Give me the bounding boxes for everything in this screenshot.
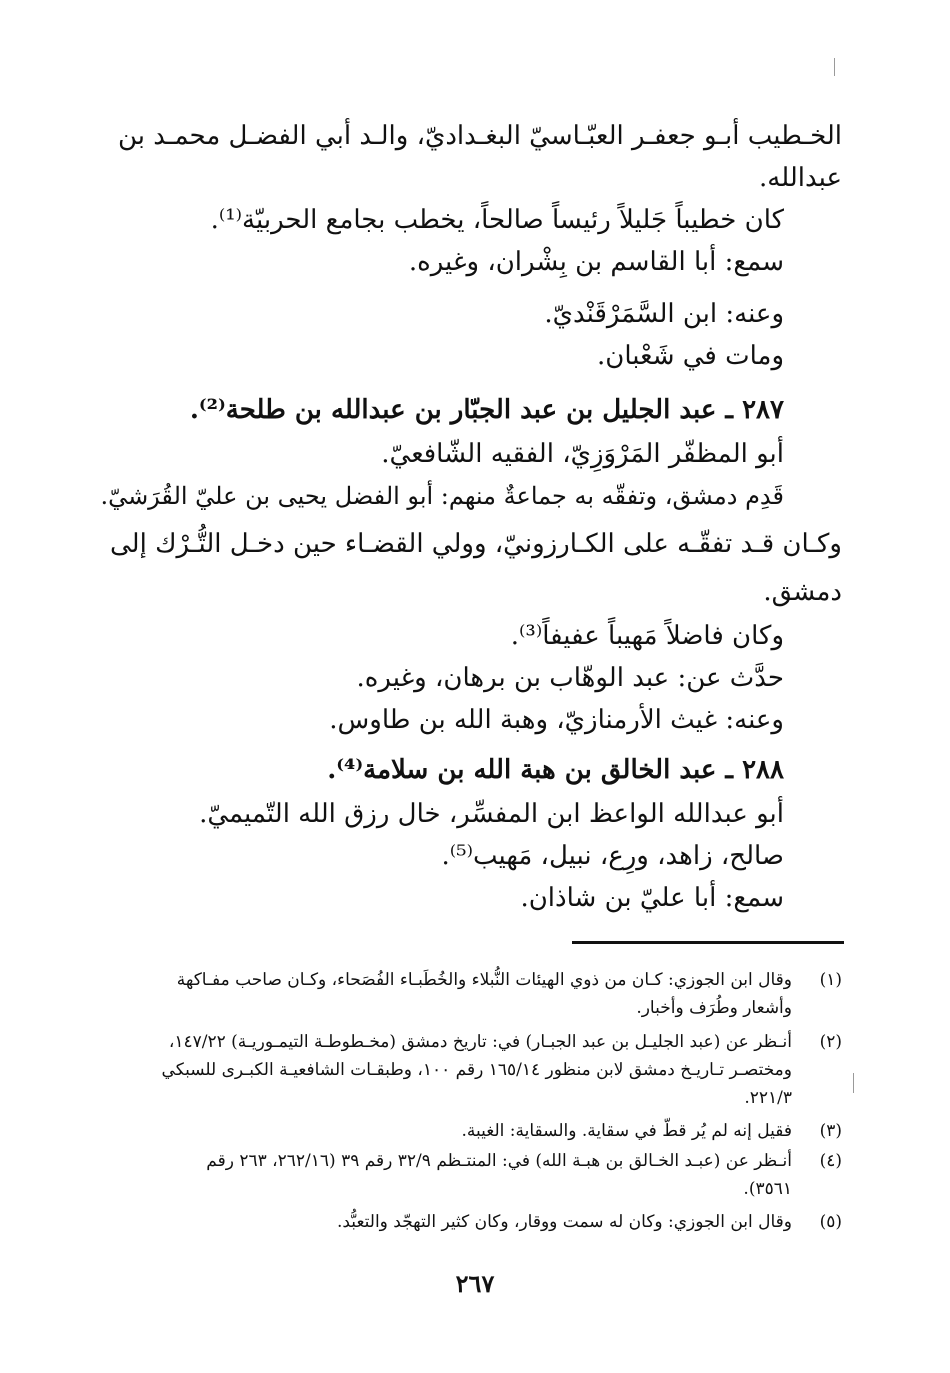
text-line: وعنه: ابن السَّمَرْقَنْديّ.: [544, 299, 784, 329]
text-line: صالح، زاهد، ورِع، نبيل، مَهيب⁽⁵⁾.: [441, 841, 784, 871]
text-line: سمع: أبا القاسم بن بِشْران، وغيره.: [408, 247, 784, 277]
footnote-number: (٢): [819, 1032, 842, 1052]
footnote-line: أنـظر عن (عبـد الخـالق بن هبـة الله) في: المنتـظم ٣٢/٩ رقم ٣٩ (٢٦٢/١٦، ٢٦٣ رقم: [206, 1151, 792, 1171]
text-line: وعنه: غيث الأرمنازيّ، وهبة الله بن طاوس.: [329, 705, 784, 735]
text-line: وكـان قـد تفقّـه على الكـارزونيّ، وولي القضـاء حين دخـل التُّـرْك إلى: [110, 529, 842, 559]
page-number: ٢٦٧: [455, 1269, 495, 1298]
text-line: عبدالله.: [759, 163, 842, 193]
footnote-line: ٢٢١/٣.: [744, 1088, 792, 1108]
entry-heading: ٢٨٨ ـ عبد الخالق بن هبة الله بن سلامة⁽⁴⁾.: [327, 755, 784, 785]
text-line: الخـطيب أبـو جعفـر العبّـاسيّ البغـداديّ، والـد أبي الفضـل محمـد بن: [117, 121, 842, 151]
text-line: ومات في شَعْبان.: [597, 341, 784, 371]
footnote-number: (٥): [819, 1212, 842, 1232]
footnote-line: وأشعار وطُرَف وأخبار.: [636, 998, 792, 1018]
footnote-line: وقال ابن الجوزي: كـان من ذوي الهيئات النُّبلاء والخُطَبـاء الفُصَحاء، وكـان صاحب مفـاكهة: [176, 970, 792, 990]
footnote-separator: [572, 941, 844, 944]
footnote-line: وقال ابن الجوزي: وكان له سمت ووقار، وكان كثير التهجّد والتعبُّد.: [336, 1212, 792, 1232]
text-line: قَدِم دمشق، وتفقّه به جماعةٌ منهم: أبو الفضل يحيى بن عليّ القُرَشيّ.: [100, 482, 784, 510]
footnote-number: (٣): [819, 1121, 842, 1141]
text-line: أبو عبدالله الواعظ ابن المفسِّر، خال رزق الله التّميميّ.: [199, 799, 784, 829]
footnote-line: ٣٥٦١).: [743, 1179, 792, 1199]
text-line: وكان فاضلاً مَهيباً عفيفاً⁽³⁾.: [510, 621, 784, 651]
footnote-line: فقيل إنه لم يُر قطّ في سقاية. والسقاية: الغيبة.: [461, 1121, 792, 1141]
footnote-line: ومختصـر تـاريـخ دمشق لابن منظور ١٦٥/١٤ رقم ١٠٠، وطبقـات الشافعيـة الكبـرى للسبكي: [161, 1060, 792, 1080]
text-line: أبو المظفّر المَرْوَزِيّ، الفقيه الشّافعيّ.: [381, 439, 784, 469]
footnote-number: (٤): [819, 1151, 842, 1171]
scan-mark-side: [853, 1073, 854, 1093]
footnote-line: أنـظر عن (عبد الجليـل بن عبد الجبـار) في: تاريخ دمشق (مخـطوطـة التيمـوريـة) ١٤٧/٢٢،: [168, 1032, 792, 1052]
text-line: حدَّث عن: عبد الوهّاب بن برهان، وغيره.: [356, 663, 784, 693]
text-line: كان خطيباً جَليلاً رئيساً صالحاً، يخطب بجامع الحربيّة⁽¹⁾.: [210, 205, 784, 235]
scan-mark-top: [834, 58, 835, 76]
text-line: دمشق.: [763, 577, 842, 607]
text-line: سمع: أبا عليّ بن شاذان.: [520, 883, 784, 913]
entry-heading: ٢٨٧ ـ عبد الجليل بن عبد الجبّار بن عبدالله بن طلحة⁽²⁾.: [189, 395, 784, 425]
footnote-number: (١): [819, 970, 842, 990]
